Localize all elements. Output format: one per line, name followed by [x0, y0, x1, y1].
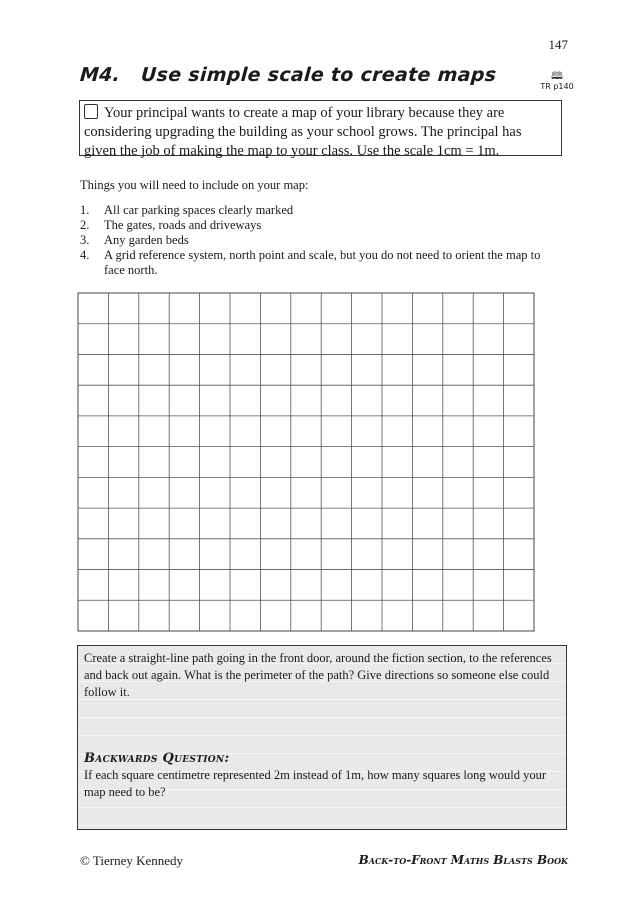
checkbox-icon[interactable]: [84, 104, 98, 119]
teacher-reference-label: TR p140: [540, 82, 574, 91]
needs-heading: Things you will need to include on your map:: [80, 178, 309, 192]
list-item: [80, 233, 560, 248]
task-text: Create a straight-line path going in the front door, around the fiction section, to the references and back out again. What is the perimeter of the path? Give directions so someone else could follow it.: [84, 651, 552, 699]
backwards-heading: Backwards Question:: [84, 751, 230, 766]
list-item-number: 3.: [80, 233, 90, 247]
list-item-text: A grid reference system, north point and scale, but you do not need to orient the map to face north.: [104, 248, 541, 277]
grid-frame: [78, 293, 534, 631]
page-title: M4. Use simple scale to create maps: [79, 64, 498, 86]
intro-box: [79, 100, 562, 159]
teacher-reference: [537, 72, 577, 91]
copyright: © Tierney Kennedy: [80, 853, 184, 868]
intro-text: Your principal wants to create a map of your library because they are considering upgrading the building as your school grows. The principal has given the job of making the map to your class. Use the scale 1cm = 1m.: [84, 105, 522, 159]
list-item: [80, 203, 560, 218]
list-item: [80, 248, 560, 278]
list-item-text: The gates, roads and driveways: [104, 218, 262, 232]
list-item-number: 4.: [80, 248, 90, 262]
list-item-text: All car parking spaces clearly marked: [104, 203, 294, 217]
map-grid[interactable]: [77, 292, 535, 632]
page-number: 147: [548, 37, 568, 52]
list-item-number: 1.: [80, 203, 90, 217]
list-item: [80, 218, 560, 233]
needs-list: [80, 203, 560, 278]
list-item-text: Any garden beds: [104, 233, 189, 247]
backwards-text: If each square centimetre represented 2m instead of 1m, how many squares long would your map need to be?: [84, 768, 547, 799]
book-icon: 🕮︎: [551, 71, 563, 82]
list-item-number: 2.: [80, 218, 90, 232]
book-title: Back-to-Front Maths Blasts Book: [358, 853, 568, 867]
task-box[interactable]: [77, 645, 567, 830]
